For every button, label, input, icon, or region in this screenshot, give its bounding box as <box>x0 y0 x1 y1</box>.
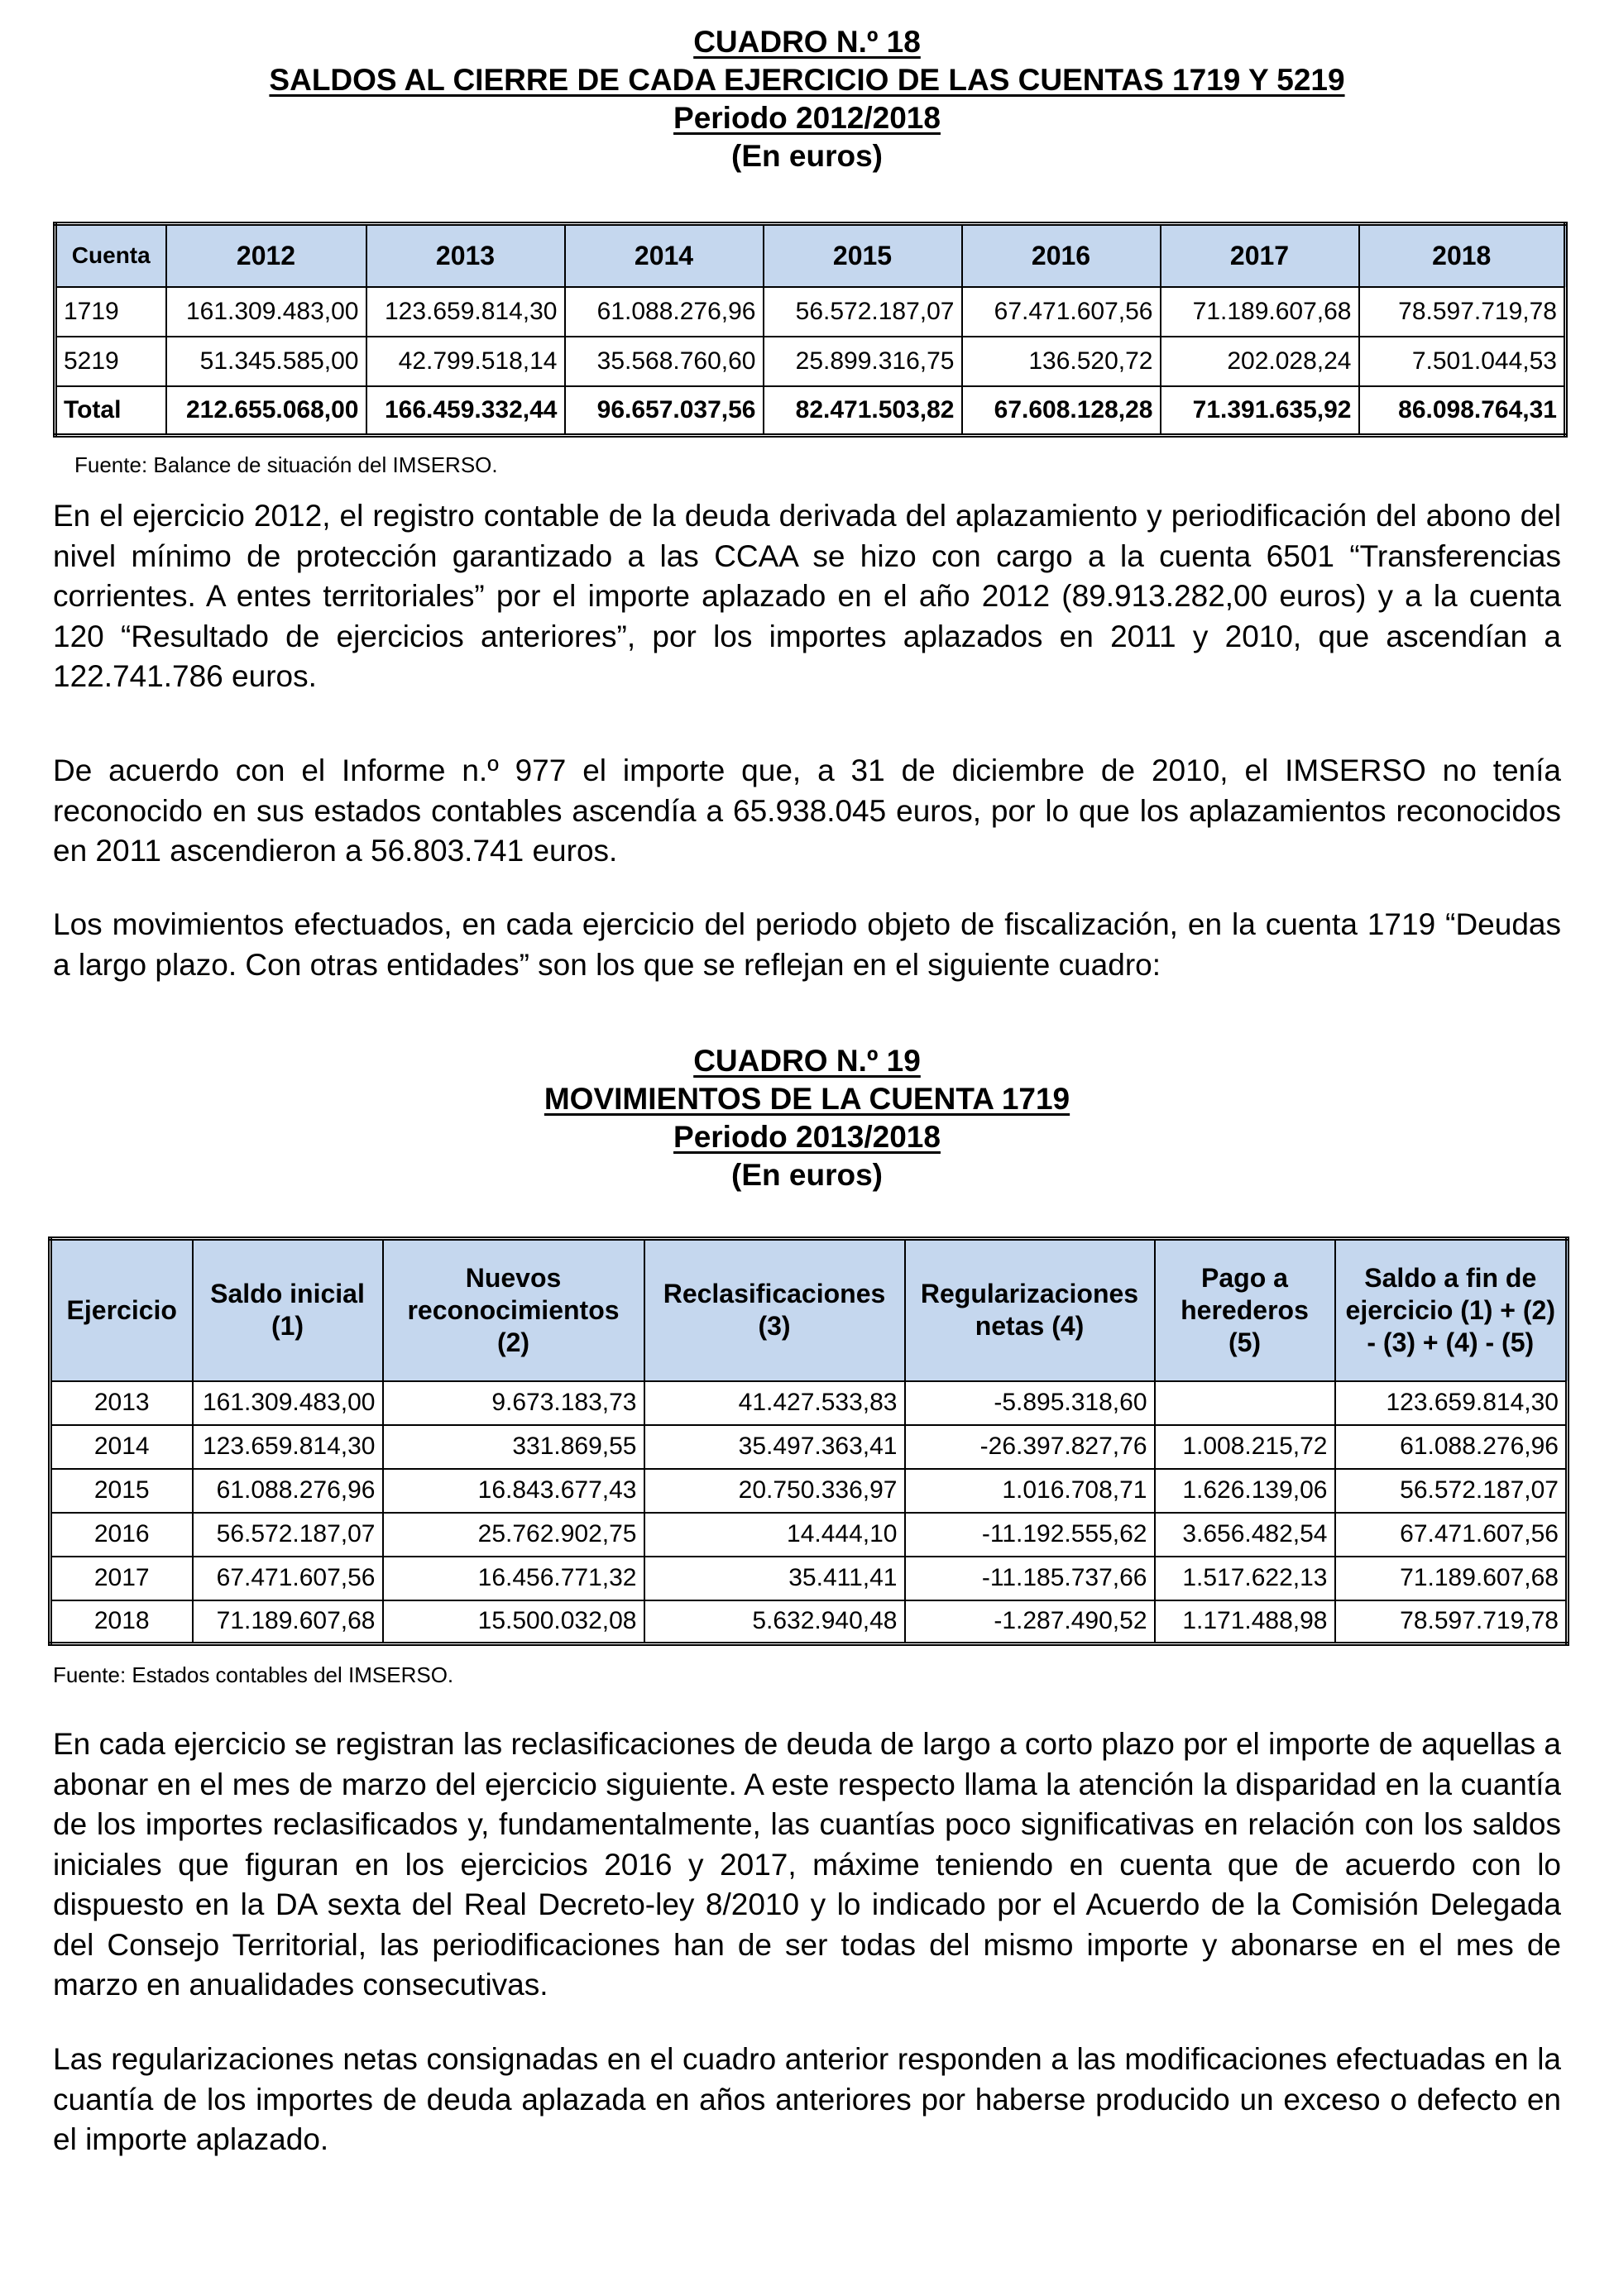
table-cell: 61.088.276,96 <box>193 1469 383 1513</box>
cuadro-18-heading <box>50 23 1564 175</box>
table-cell: 35.411,41 <box>644 1557 905 1600</box>
cuadro-19-table <box>48 1236 1569 1646</box>
table-cell: 2013 <box>50 1381 193 1425</box>
table-cell: 71.189.607,68 <box>1161 287 1359 337</box>
table-cell: 1.008.215,72 <box>1155 1425 1335 1469</box>
table-header-row <box>55 224 1566 287</box>
column-header: Ejercicio <box>50 1239 193 1381</box>
table-cell: -26.397.827,76 <box>905 1425 1155 1469</box>
table-header-row <box>50 1239 1568 1381</box>
cuadro-19-source: Fuente: Estados contables del IMSERSO. <box>53 1662 454 1687</box>
table-cell: 331.869,55 <box>383 1425 644 1469</box>
table-cell: 56.572.187,07 <box>1335 1469 1568 1513</box>
column-header: Saldo a fin de ejercicio (1) + (2) - (3) + (4) - (5) <box>1335 1239 1568 1381</box>
column-header: 2018 <box>1359 224 1566 287</box>
paragraph: De acuerdo con el Informe n.º 977 el importe que, a 31 de diciembre de 2010, el IMSERSO no tenía reconocido en sus estados contables ascendía a 65.938.045 euros, por lo que los aplazamientos reconocidos en 2011 ascendieron a 56.803.741 euros. <box>53 753 1561 868</box>
table-cell: 7.501.044,53 <box>1359 337 1566 386</box>
table-cell: 67.471.607,56 <box>1335 1513 1568 1557</box>
paragraph: En el ejercicio 2012, el registro contable de la deuda derivada del aplazamiento y periodificación del abono del nivel mínimo de protección garantizado a las CCAA se hizo con cargo a la cuenta 6501 “Transferencias corrientes. A entes territoriales” por el importe aplazado en el año 2012 (89.913.282,00 euros) y a la cuenta 120 “Resultado de ejercicios anteriores”, por los importes aplazados en 2011 y 2010, que ascendían a 122.741.786 euros. <box>53 499 1561 693</box>
table-cell: -1.287.490,52 <box>905 1600 1155 1644</box>
table-cell: -11.185.737,66 <box>905 1557 1155 1600</box>
table-cell: 5.632.940,48 <box>644 1600 905 1644</box>
table-cell: 3.656.482,54 <box>1155 1513 1335 1557</box>
table-cell: 2016 <box>50 1513 193 1557</box>
table-cell: 25.762.902,75 <box>383 1513 644 1557</box>
table-cell: 67.471.607,56 <box>193 1557 383 1600</box>
table-cell: 1.517.622,13 <box>1155 1557 1335 1600</box>
table-cell <box>1155 1381 1335 1425</box>
column-header: 2015 <box>764 224 962 287</box>
table-cell: 2015 <box>50 1469 193 1513</box>
table-cell: 35.497.363,41 <box>644 1425 905 1469</box>
column-header: Saldo inicial (1) <box>193 1239 383 1381</box>
cuadro-19-title: CUADRO N.º 19 <box>693 1044 921 1078</box>
cuadro-18-units: (En euros) <box>731 139 883 173</box>
column-header: 2012 <box>166 224 366 287</box>
column-header: Reclasificaciones (3) <box>644 1239 905 1381</box>
table-cell: 20.750.336,97 <box>644 1469 905 1513</box>
table-cell: 61.088.276,96 <box>1335 1425 1568 1469</box>
table-cell: 1.171.488,98 <box>1155 1600 1335 1644</box>
table-cell: -11.192.555,62 <box>905 1513 1155 1557</box>
table-cell: 67.471.607,56 <box>962 287 1161 337</box>
table-cell: 78.597.719,78 <box>1359 287 1566 337</box>
table-cell: 25.899.316,75 <box>764 337 962 386</box>
column-header: Regularizaciones netas (4) <box>905 1239 1155 1381</box>
table-cell: 9.673.183,73 <box>383 1381 644 1425</box>
table-cell: 212.655.068,00 <box>166 386 366 436</box>
table-cell: 2018 <box>50 1600 193 1644</box>
cuadro-18-subtitle: SALDOS AL CIERRE DE CADA EJERCICIO DE LAS CUENTAS 1719 Y 5219 <box>269 63 1345 97</box>
table-row <box>55 337 1566 386</box>
table-cell: 86.098.764,31 <box>1359 386 1566 436</box>
cuadro-19-subtitle: MOVIMIENTOS DE LA CUENTA 1719 <box>544 1082 1070 1116</box>
cuadro-19-period: Periodo 2013/2018 <box>673 1120 941 1154</box>
column-header: 2013 <box>366 224 565 287</box>
table-cell: 161.309.483,00 <box>166 287 366 337</box>
table-cell: 1.016.708,71 <box>905 1469 1155 1513</box>
table-cell: 123.659.814,30 <box>1335 1381 1568 1425</box>
cuadro-18-source: Fuente: Balance de situación del IMSERSO. <box>74 452 498 477</box>
table-cell: 42.799.518,14 <box>366 337 565 386</box>
table-cell: 123.659.814,30 <box>193 1425 383 1469</box>
paragraph: Las regularizaciones netas consignadas en el cuadro anterior responden a las modificaciones efectuadas en la cuantía de los importes de deuda aplazada en años anteriores por haberse producido un exceso o defecto en el importe aplazado. <box>53 2042 1561 2156</box>
table-cell: 14.444,10 <box>644 1513 905 1557</box>
table-cell: 202.028,24 <box>1161 337 1359 386</box>
table-total-row <box>55 386 1566 436</box>
cuadro-18-period: Periodo 2012/2018 <box>673 101 941 135</box>
cuadro-18-table <box>53 222 1568 438</box>
table-cell: 5219 <box>55 337 166 386</box>
table-cell: 71.391.635,92 <box>1161 386 1359 436</box>
table-cell: 56.572.187,07 <box>193 1513 383 1557</box>
column-header: 2016 <box>962 224 1161 287</box>
table-cell: Total <box>55 386 166 436</box>
column-header: 2014 <box>565 224 764 287</box>
table-row <box>50 1381 1568 1425</box>
table-cell: 67.608.128,28 <box>962 386 1161 436</box>
table-row <box>50 1600 1568 1644</box>
table-row <box>50 1469 1568 1513</box>
table-cell: 41.427.533,83 <box>644 1381 905 1425</box>
table-cell: 82.471.503,82 <box>764 386 962 436</box>
cuadro-18-title: CUADRO N.º 18 <box>693 25 921 59</box>
table-cell: 71.189.607,68 <box>193 1600 383 1644</box>
table-cell: 51.345.585,00 <box>166 337 366 386</box>
table-cell: 96.657.037,56 <box>565 386 764 436</box>
table-row <box>55 287 1566 337</box>
table-cell: 2014 <box>50 1425 193 1469</box>
table-row <box>50 1557 1568 1600</box>
table-cell: -5.895.318,60 <box>905 1381 1155 1425</box>
table-cell: 123.659.814,30 <box>366 287 565 337</box>
column-header: Cuenta <box>55 224 166 287</box>
table-cell: 136.520,72 <box>962 337 1161 386</box>
table-cell: 35.568.760,60 <box>565 337 764 386</box>
table-cell: 1.626.139,06 <box>1155 1469 1335 1513</box>
table-cell: 78.597.719,78 <box>1335 1600 1568 1644</box>
table-cell: 56.572.187,07 <box>764 287 962 337</box>
table-cell: 61.088.276,96 <box>565 287 764 337</box>
table-cell: 15.500.032,08 <box>383 1600 644 1644</box>
paragraph: Los movimientos efectuados, en cada ejercicio del periodo objeto de fiscalización, en la cuenta 1719 “Deudas a largo plazo. Con otras entidades” son los que se reflejan en el siguiente cuadro: <box>53 907 1561 982</box>
paragraph: En cada ejercicio se registran las reclasificaciones de deuda de largo a corto plazo por el importe de aquellas a abonar en el mes de marzo del ejercicio siguiente. A este respecto llama la atención la disparidad en la cuantía de los importes reclasificados y, fundamentalmente, las cuantías poco significativas en relación con los saldos iniciales que figuran en los ejercicios 2016 y 2017, máxime teniendo en cuenta que de acuerdo con lo dispuesto en la DA sexta del Real Decreto-ley 8/2010 y lo indicado por el Acuerdo de la Comisión Delegada del Consejo Territorial, las periodificaciones han de ser todas del mismo importe y abonarse en el mes de marzo en anualidades consecutivas. <box>53 1727 1561 2002</box>
cuadro-19-heading <box>50 1042 1564 1194</box>
table-cell: 1719 <box>55 287 166 337</box>
table-cell: 71.189.607,68 <box>1335 1557 1568 1600</box>
table-cell: 166.459.332,44 <box>366 386 565 436</box>
table-row <box>50 1425 1568 1469</box>
column-header: Nuevos reconocimientos (2) <box>383 1239 644 1381</box>
table-cell: 16.456.771,32 <box>383 1557 644 1600</box>
table-cell: 16.843.677,43 <box>383 1469 644 1513</box>
table-row <box>50 1513 1568 1557</box>
column-header: 2017 <box>1161 224 1359 287</box>
table-cell: 2017 <box>50 1557 193 1600</box>
column-header: Pago a herederos (5) <box>1155 1239 1335 1381</box>
table-cell: 161.309.483,00 <box>193 1381 383 1425</box>
cuadro-19-units: (En euros) <box>731 1158 883 1192</box>
